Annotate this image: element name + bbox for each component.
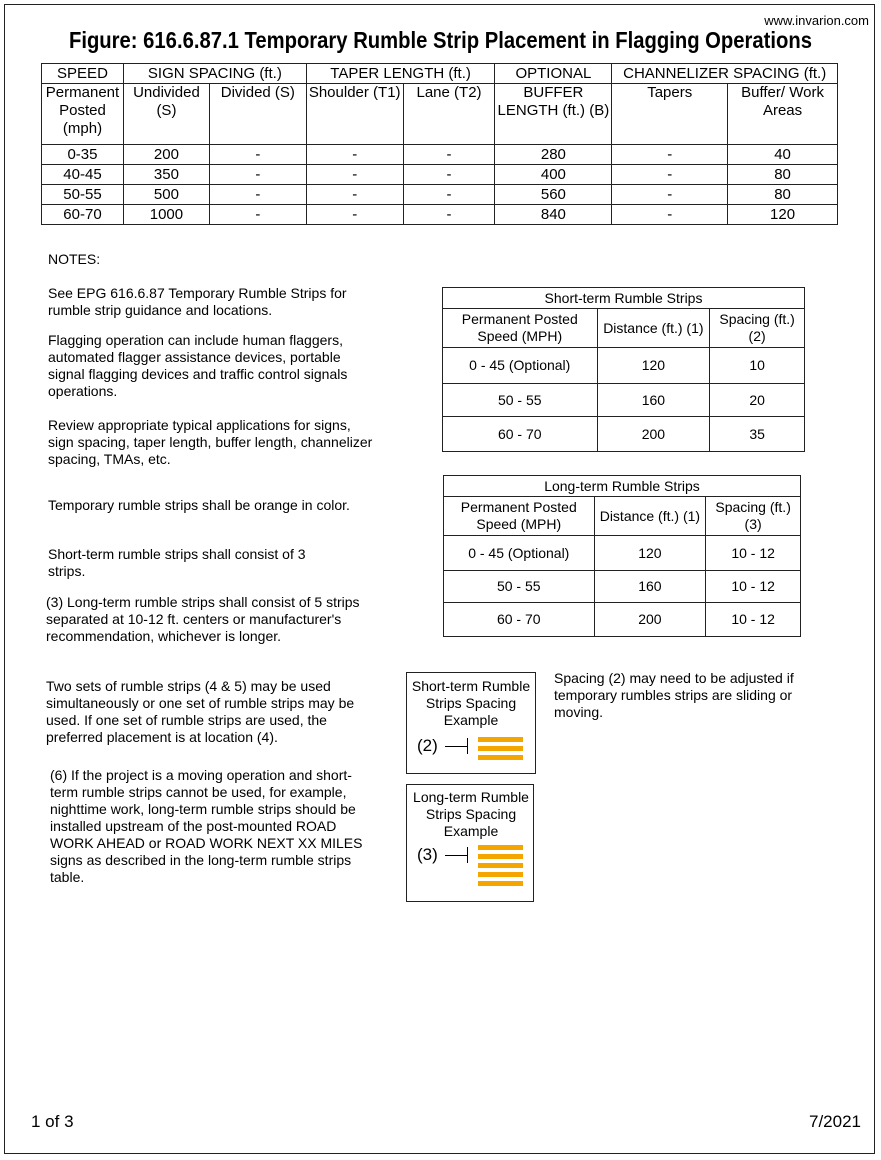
spacing-label: (3)	[417, 845, 438, 864]
table-cell: -	[403, 205, 495, 225]
column-header: Distance (ft.) (1)	[594, 497, 706, 536]
table-cell: 60-70	[42, 205, 124, 225]
long-term-example-box	[406, 784, 534, 902]
note-text: Two sets of rumble strips (4 & 5) may be used simultaneously or one set of rumble strips may be used. If one set of rumble strips are used, the preferred placement is at location (4).	[46, 678, 355, 745]
table-cell: 40	[728, 145, 838, 165]
note-text: (6) If the project is a moving operation and short-term rumble strips cannot be used, for example, nighttime work, long-term rumble strips should be installed upstream of the post-mounted ROAD WORK AHEAD or ROAD WORK NEXT XX MILES signs as described in the long-term rumble strips table.	[50, 767, 363, 885]
table-cell: -	[306, 205, 403, 225]
sub-header: Shoulder (T1)	[306, 84, 403, 145]
table-cell: 200	[597, 417, 710, 452]
table-cell: 200	[123, 145, 209, 165]
speed-spacing-table	[41, 63, 838, 225]
table-row	[443, 384, 805, 417]
table-cell: -	[209, 185, 306, 205]
dimension-tick-icon	[467, 847, 468, 863]
table-cell: 280	[495, 145, 612, 165]
long-term-table	[443, 475, 801, 637]
table-row	[443, 417, 805, 452]
table-row	[42, 145, 838, 165]
table-cell: -	[612, 205, 728, 225]
table-cell: 50 - 55	[444, 571, 595, 603]
table-cell: -	[403, 185, 495, 205]
sub-header: Lane (T2)	[403, 84, 495, 145]
short-term-table	[442, 287, 805, 452]
page-number: 1 of 3	[31, 1112, 74, 1131]
table-cell: -	[306, 145, 403, 165]
sub-header: Tapers	[612, 84, 728, 145]
notes-heading: NOTES:	[48, 251, 101, 267]
table-cell: -	[612, 165, 728, 185]
table-cell: 160	[594, 571, 706, 603]
table-cell: 20	[710, 384, 805, 417]
note-text: See EPG 616.6.87 Temporary Rumble Strips for rumble strip guidance and locations.	[48, 285, 347, 318]
example-title: Short-term Rumble Strips Spacing Example	[411, 678, 531, 728]
table-cell: 80	[728, 165, 838, 185]
table-cell: 160	[597, 384, 710, 417]
table-cell: 0 - 45 (Optional)	[444, 536, 595, 571]
table-cell: 10 - 12	[706, 603, 801, 637]
table-row	[42, 165, 838, 185]
table-cell: -	[612, 185, 728, 205]
table-cell: -	[612, 145, 728, 165]
note-text: Short-term rumble strips shall consist of 3 strips.	[48, 546, 306, 579]
arrow-icon	[445, 746, 467, 747]
dimension-tick-icon	[467, 738, 468, 754]
arrow-icon	[445, 855, 467, 856]
table-cell: 0-35	[42, 145, 124, 165]
column-header: Distance (ft.) (1)	[597, 309, 710, 348]
column-header: Spacing (ft.) (2)	[710, 309, 805, 348]
table-cell: -	[209, 145, 306, 165]
table-row	[444, 536, 801, 571]
rumble-strip	[478, 881, 523, 886]
group-header: TAPER LENGTH (ft.)	[306, 64, 495, 84]
table-cell: 50 - 55	[443, 384, 598, 417]
sub-header: Buffer/ Work Areas	[728, 84, 838, 145]
site-watermark: www.invarion.com	[764, 13, 869, 28]
table-cell: 840	[495, 205, 612, 225]
table-cell: 200	[594, 603, 706, 637]
table-row	[444, 603, 801, 637]
rumble-strip	[478, 845, 523, 850]
table-cell: -	[306, 185, 403, 205]
table-row	[444, 571, 801, 603]
table-title: Short-term Rumble Strips	[443, 288, 805, 309]
table-cell: 80	[728, 185, 838, 205]
table-cell: -	[403, 165, 495, 185]
sub-header: BUFFER LENGTH (ft.) (B)	[495, 84, 612, 145]
table-cell: -	[209, 205, 306, 225]
table-cell: 10 - 12	[706, 536, 801, 571]
sub-header: Divided (S)	[209, 84, 306, 145]
example-title: Long-term Rumble Strips Spacing Example	[413, 789, 529, 839]
table-cell: 560	[495, 185, 612, 205]
table-row	[42, 205, 838, 225]
rumble-strips	[478, 845, 523, 890]
sub-header: Permanent Posted (mph)	[42, 84, 124, 145]
group-header: CHANNELIZER SPACING (ft.)	[612, 64, 838, 84]
column-header: Permanent Posted Speed (MPH)	[443, 309, 598, 348]
table-cell: 35	[710, 417, 805, 452]
rumble-strip	[478, 737, 523, 742]
rumble-strip	[478, 755, 523, 760]
table-cell: 350	[123, 165, 209, 185]
table-cell: 400	[495, 165, 612, 185]
spacing-side-note: Spacing (2) may need to be adjusted if temporary rumbles strips are sliding or moving.	[554, 670, 794, 720]
table-row	[443, 348, 805, 384]
rumble-strip	[478, 872, 523, 877]
rumble-strip	[478, 863, 523, 868]
table-cell: -	[209, 165, 306, 185]
table-cell: 1000	[123, 205, 209, 225]
rumble-strips	[478, 737, 523, 764]
table-cell: 10 - 12	[706, 571, 801, 603]
column-header: Spacing (ft.) (3)	[706, 497, 801, 536]
rumble-strip	[478, 746, 523, 751]
revision-date: 7/2021	[809, 1112, 861, 1131]
note-text: Temporary rumble strips shall be orange in color.	[48, 497, 350, 513]
group-header: SIGN SPACING (ft.)	[123, 64, 306, 84]
table-cell: -	[403, 145, 495, 165]
table-cell: 60 - 70	[444, 603, 595, 637]
note-text: Flagging operation can include human flaggers, automated flagger assistance devices, portable signal flagging devices and traffic control signals operations.	[48, 332, 348, 399]
table-cell: 0 - 45 (Optional)	[443, 348, 598, 384]
table-cell: 120	[594, 536, 706, 571]
table-row	[42, 185, 838, 205]
note-text: Review appropriate typical applications for signs, sign spacing, taper length, buffer length, channelizer spacing, TMAs, etc.	[48, 417, 373, 467]
page-title: Figure: 616.6.87.1 Temporary Rumble Strip Placement in Flagging Operations	[68, 27, 813, 53]
table-cell: 40-45	[42, 165, 124, 185]
short-term-example-box	[406, 672, 536, 774]
column-header: Permanent Posted Speed (MPH)	[444, 497, 595, 536]
rumble-strip	[478, 854, 523, 859]
table-cell: 120	[597, 348, 710, 384]
group-header: OPTIONAL	[495, 64, 612, 84]
table-cell: 50-55	[42, 185, 124, 205]
table-cell: 120	[728, 205, 838, 225]
sub-header: Undivided (S)	[123, 84, 209, 145]
table-cell: -	[306, 165, 403, 185]
table-title: Long-term Rumble Strips	[444, 476, 801, 497]
table-cell: 500	[123, 185, 209, 205]
table-cell: 10	[710, 348, 805, 384]
note-text: (3) Long-term rumble strips shall consist of 5 strips separated at 10-12 ft. centers or manufacturer's recommendation, whichever is longer.	[46, 594, 360, 644]
table-cell: 60 - 70	[443, 417, 598, 452]
spacing-label: (2)	[417, 736, 438, 755]
group-header: SPEED	[42, 64, 124, 84]
